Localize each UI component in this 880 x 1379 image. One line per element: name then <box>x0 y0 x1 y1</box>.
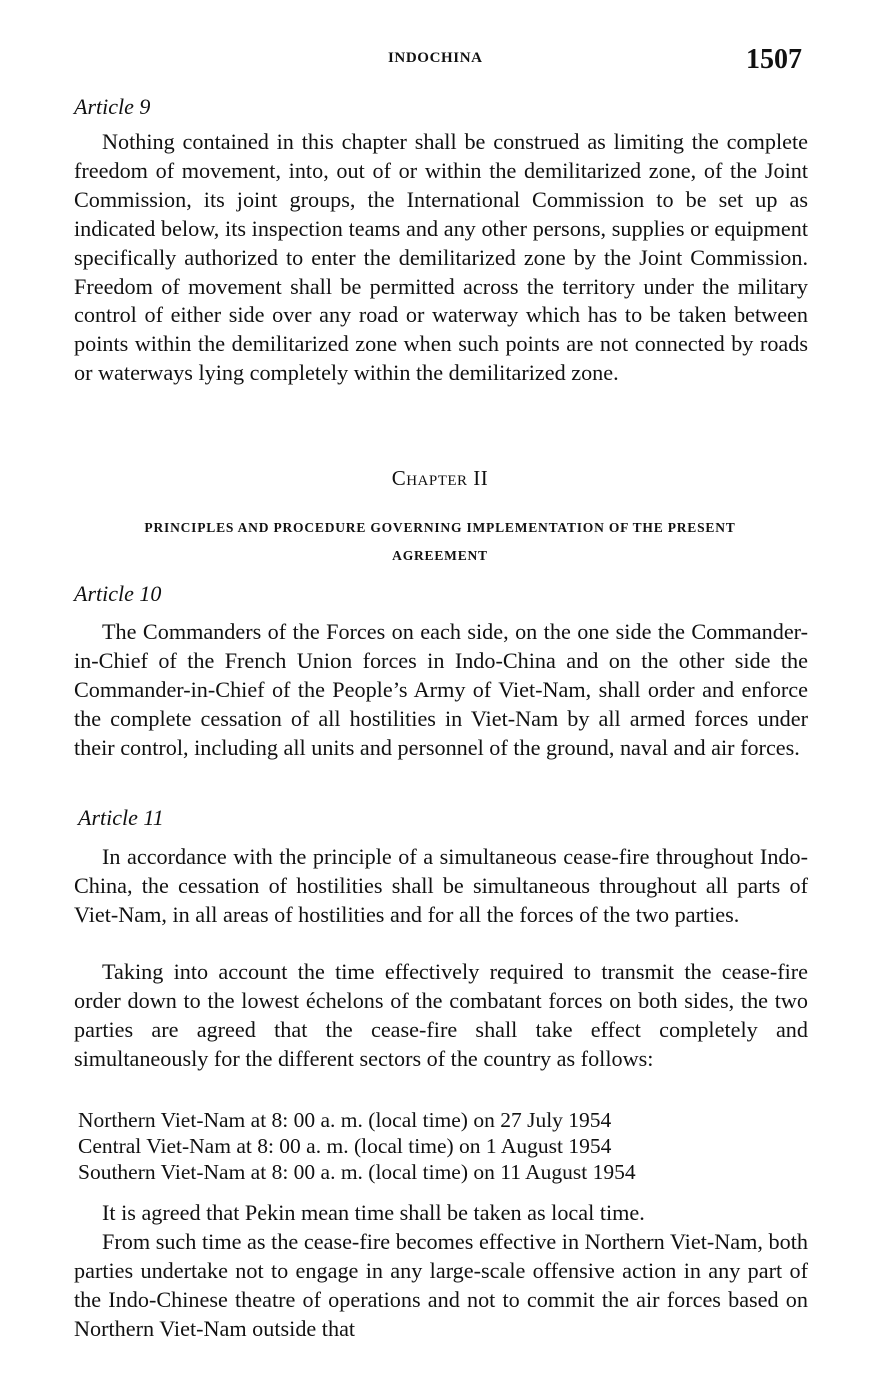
schedule-line-central: Central Viet-Nam at 8: 00 a. m. (local time) on 1 August 1954 <box>78 1134 612 1158</box>
article-10-text: The Commanders of the Forces on each side, on the one side the Commander-in-Chief of the French Union forces in Indo-China and on the other side the Commander-in-Chief of the People’s Army of Viet-Nam, shall order and enforce the complete cessation of all hostilities in Viet-Nam by all armed forces under their control, including all units and personnel of the ground, naval and air forces. <box>74 619 808 760</box>
article-11-paragraph-3: It is agreed that Pekin mean time shall be taken as local time. <box>102 1200 645 1225</box>
article-10-heading: Article 10 <box>74 581 162 606</box>
article-9-text: Nothing contained in this chapter shall be construed as limiting the complete freedom of movement, into, out of or within the demilitarized zone, of the Joint Commission, its joint groups, the International Commission to be set up as indicated below, its inspection teams and any other persons, supplies or equipment specifically authorized to enter the demilitarized zone by the Joint Commission. Freedom of movement shall be permitted across the territory under the military control of either side over any road or waterway which has to be taken between points within the demilitarized zone when such points are not connected by roads or waterways lying completely within the demilitarized zone. <box>74 129 808 386</box>
article-11-paragraph-4: From such time as the cease-fire becomes effective in Northern Viet-Nam, both parties undertake not to engage in any large-scale offensive action in any part of the Indo-Chinese theatre of operations and not to commit the air forces based on Northern Viet-Nam outside that <box>74 1229 808 1341</box>
running-title: INDOCHINA <box>388 50 483 66</box>
schedule-line-southern: Southern Viet-Nam at 8: 00 a. m. (local time) on 11 August 1954 <box>78 1160 636 1184</box>
page-number: 1507 <box>746 44 802 75</box>
article-11-heading: Article 11 <box>78 805 164 830</box>
chapter-subtitle: PRINCIPLES AND PROCEDURE GOVERNING IMPLEMENTATION OF THE PRESENT AGREEMENT <box>144 520 736 563</box>
article-11-paragraph-2: Taking into account the time effectively required to transmit the cease-fire order down to the lowest échelons of the combatant forces on both sides, the two parties are agreed that the cease-fire shall take effect completely and simultaneously for the different sectors of the country as follows: <box>74 959 808 1071</box>
running-header <box>0 44 880 74</box>
article-11-paragraph-1: In accordance with the principle of a simultaneous cease-fire throughout Indo-China, the cessation of hostilities shall be simultaneous throughout all parts of Viet-Nam, in all areas of hostilities and for all the forces of the two parties. <box>74 844 808 927</box>
article-9-heading: Article 9 <box>74 94 151 119</box>
schedule-line-northern: Northern Viet-Nam at 8: 00 a. m. (local time) on 27 July 1954 <box>78 1108 612 1132</box>
chapter-title: Chapter II <box>391 466 489 490</box>
ceasefire-schedule <box>78 1107 636 1185</box>
